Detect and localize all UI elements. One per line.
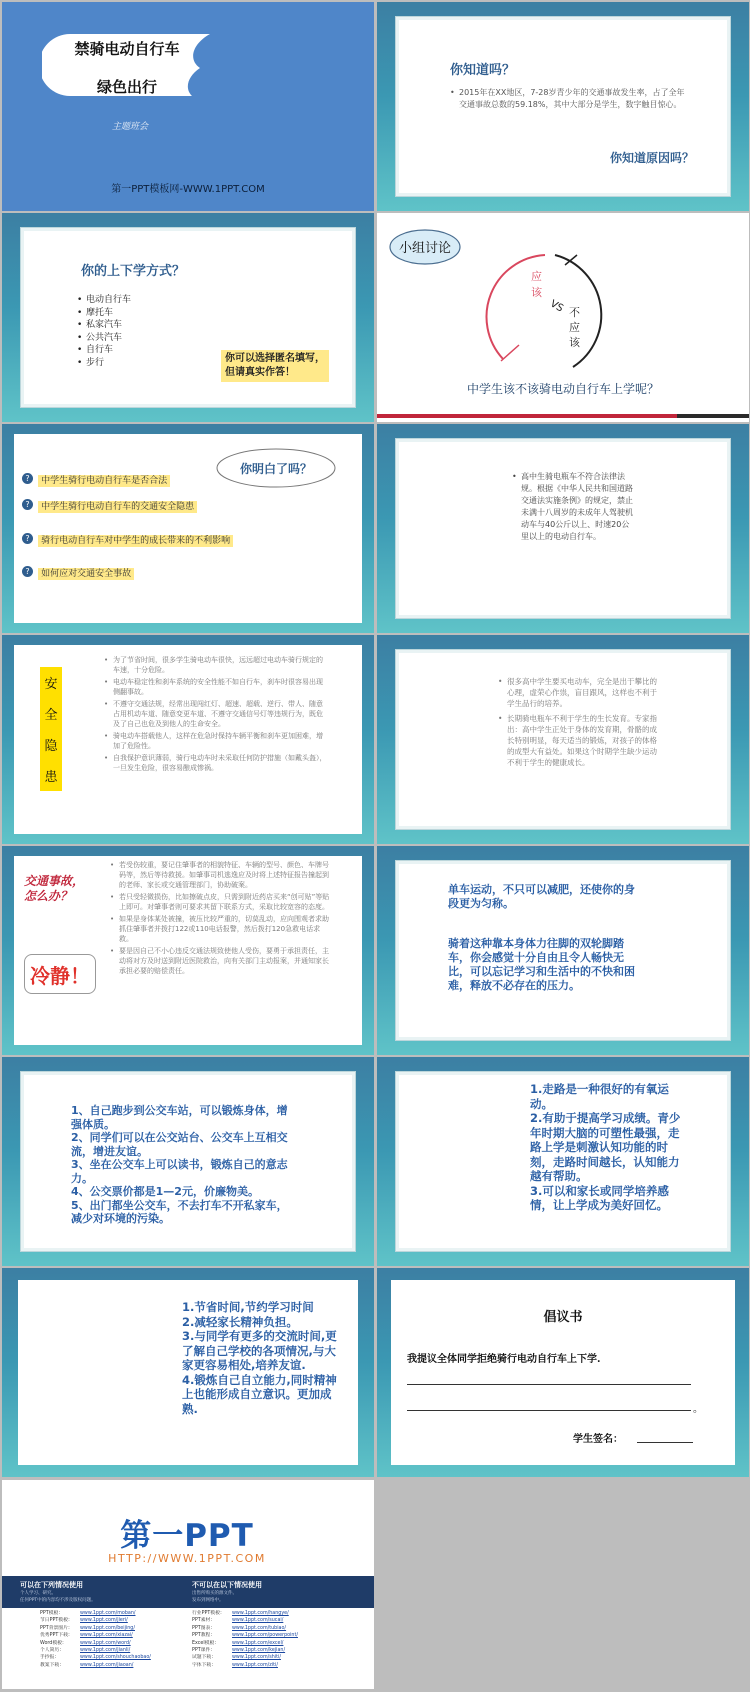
cycling-para-1: 单车运动，不只可以减肥，还使你的身段更为匀称。: [448, 883, 635, 910]
question-icon: ?: [22, 473, 33, 484]
stat-text: • 2015年在XX地区，7-28岁青少年的交通事故发生率，占了全年交通事故总数的59.18%，其中大部分是学生，数字触目惊心。: [450, 87, 690, 111]
walking-benefits: [530, 1082, 682, 1213]
advice-item: • 要是因自己不小心违反交通法规致使他人受伤，要勇于承担责任，主动将对方及时送到附近医院救治，向有关部门主动报案，并通知家长承担必要的赔偿责任。: [110, 946, 332, 976]
slide-15[interactable]: [2, 1480, 374, 1689]
link-row[interactable]: PPT图表： www.1ppt.com/tubiao/: [192, 1625, 287, 1631]
slide-11[interactable]: [2, 1057, 374, 1266]
law-text: • 高中生骑电瓶车不符合法律法规。根据《中华人民共和国道路交通法实施条例》的规定，禁止未满十八周岁的未成年人驾驶机动车与40公斤以上、时速20公里以上的电动自行车。: [512, 471, 634, 543]
topic-text: 中学生骑行电动自行车的交通安全隐患: [38, 501, 197, 513]
vs-circle: [473, 249, 623, 379]
calm-text: 冷静！: [30, 964, 90, 988]
summary-benefits: [182, 1300, 346, 1416]
slide-12[interactable]: [377, 1057, 749, 1266]
slide-10[interactable]: [377, 846, 749, 1055]
cannot-list: [192, 1590, 237, 1604]
cloud-label: 你明白了吗？: [239, 462, 312, 476]
link-row[interactable]: 个人简历： www.1ppt.com/jianli/: [40, 1648, 131, 1654]
side-char: 安: [44, 677, 58, 692]
summary-line: 2.减轻家长精神负担。: [182, 1314, 298, 1329]
link-row[interactable]: PPT背景图片： www.1ppt.com/beijing/: [40, 1625, 135, 1631]
list-item: • 步行: [77, 357, 131, 370]
slide-4[interactable]: [377, 213, 749, 422]
list-item: • 公共汽车: [77, 332, 131, 345]
topic-item: [22, 494, 197, 513]
slide-2[interactable]: [377, 2, 749, 211]
bus-line: 1、自己跑步到公交车站，可以锻炼身体，增强体质。: [71, 1104, 288, 1131]
topic-text: 中学生骑行电动自行车是否合法: [38, 475, 170, 487]
link-row[interactable]: 字体下载： www.1ppt.com/ziti/: [192, 1662, 278, 1668]
cloud-label: 小组讨论: [398, 241, 451, 256]
slide-9[interactable]: [2, 846, 374, 1055]
advice-item: • 若受伤较重，要记住肇事者的相貌特征、车辆的型号、颜色、车牌号码等，然后等待救援。如肇事司机逃逸应及时将上述特征报告撞起到的老师、家长或交通管理部门，协助破案。: [110, 860, 332, 890]
blank-line: [407, 1410, 691, 1411]
slide-13[interactable]: [2, 1268, 374, 1477]
side-char: 隐: [44, 739, 58, 754]
cycling-para-2: 骑着这种靠本身体力往脚的双轮脚踏车，你会感觉十分自由且令人畅快无比，可以忘记学习和生活中的不快和困难，释放不必存在的压力。: [448, 937, 635, 992]
link-row[interactable]: 优秀PPT下载： www.1ppt.com/xiazai/: [40, 1633, 133, 1639]
slide-3[interactable]: [2, 213, 374, 422]
effect-item: • 长期骑电瓶车不利于学生的生长发育。专家指出：高中学生正处于身体的发育期，骨骼的成长特别明显，每天适当的锻炼，对孩子的体格的成型大有益处。如果这个时期学生缺少运动不利于学生的健康成长。: [498, 713, 658, 768]
slide-title: 你的上下学方式？: [81, 264, 186, 279]
question-text: 你知道原因吗？: [609, 151, 694, 165]
vs-label: VS: [548, 298, 566, 315]
title-line-2: 绿色出行: [96, 78, 157, 96]
link-row[interactable]: PPT模板： www.1ppt.com/moban/: [40, 1611, 136, 1616]
subtitle: 主题班会: [112, 122, 149, 132]
list-item: • 摩托车: [77, 307, 131, 320]
proposal-title: 倡议书: [543, 1310, 583, 1325]
link-row[interactable]: PPT课件： www.1ppt.com/kejian/: [192, 1648, 286, 1654]
red-bar: [377, 414, 677, 418]
slide-6[interactable]: [377, 424, 749, 633]
cannot-title: 不可以在以下情况使用: [192, 1581, 262, 1589]
slide-14[interactable]: [377, 1268, 749, 1477]
link-row[interactable]: 教案下载： www.1ppt.com/jiaoan/: [40, 1662, 134, 1668]
bus-line: 2、同学们可以在公交站台、公交车上互相交流，增进友谊。: [71, 1131, 288, 1158]
slide-8[interactable]: [377, 635, 749, 844]
bus-line: 3、坐在公交车上可以读书，锻炼自己的意志力。: [71, 1158, 288, 1185]
proposal-period: 。: [693, 1404, 703, 1415]
can-item: 任何PPT中的内容均不涉及版权问题。: [20, 1598, 96, 1603]
can-list: [20, 1590, 96, 1604]
question-text: 中学生该不该骑电动自行车上学呢？: [466, 382, 659, 396]
risk-item: • 不遵守交通法规，经常出现闯红灯、超速、超载、逆行、带人、随意占用机动车道、随意变更车道、不遵守交通信号灯等违规行为，既危及了自己也危及到他人的生命安全。: [104, 699, 328, 729]
side-banner-text: [40, 669, 62, 793]
link-row[interactable]: Word模板： www.1ppt.com/word/: [40, 1640, 131, 1646]
yes-label: 应该: [531, 270, 542, 299]
link-row[interactable]: 试题下载： www.1ppt.com/shiti/: [192, 1655, 281, 1661]
list-item: • 电动自行车: [77, 294, 131, 307]
link-row[interactable]: Excel模板： www.1ppt.com/excel/: [192, 1640, 284, 1646]
summary-line: 3.与同学有更多的交流时间,更了解自己学校的各项情况,与大家更容易相处,培养友谊.: [182, 1329, 337, 1372]
walk-line: 1.走路是一种很好的有氧运动。: [530, 1082, 669, 1111]
list-item: • 私家汽车: [77, 319, 131, 332]
list-item: • 自行车: [77, 344, 131, 357]
link-row[interactable]: PPT素材： www.1ppt.com/sucai/: [192, 1618, 284, 1624]
topic-item: [22, 468, 170, 487]
footer-panel: [2, 1576, 374, 1689]
risk-item: • 骑电动车搭载他人，这样在危急时保持车辆平衡和刹车更加困难，增加了危险性。: [104, 731, 328, 751]
footer-text: 第一PPT模板网-WWW.1PPT.COM: [111, 184, 265, 195]
topic-item: [22, 528, 233, 547]
cannot-item: 发布到网络中。: [192, 1598, 224, 1603]
dark-bar: [677, 414, 749, 418]
summary-line: 1.节省时间,节约学习时间: [182, 1300, 314, 1314]
link-row[interactable]: 手抄报： www.1ppt.com/shouchaobao/: [40, 1655, 151, 1661]
risk-item: • 电动车稳定性和刹车系统的安全性能不如自行车，刹车时很容易出现侧翻事故。: [104, 677, 328, 697]
blank-line: [407, 1384, 691, 1385]
risk-item: • 自我保护意识薄弱，骑行电动车时未采取任何防护措施（如戴头盔），一旦发生危险，很容易酿成惨祸。: [104, 753, 328, 773]
question-icon: ?: [22, 566, 33, 577]
side-char: 全: [44, 708, 58, 723]
risk-item: • 为了节省时间，很多学生骑电动车很快，远远超过电动车骑行规定的车速，十分危险。: [104, 655, 328, 675]
note-box: 你可以选择匿名填写，但请真实作答！: [221, 350, 329, 382]
slide-1[interactable]: [2, 2, 374, 211]
slide-7[interactable]: [2, 635, 374, 844]
link-row[interactable]: PPT教程： www.1ppt.com/powerpoint/: [192, 1633, 298, 1639]
slide-5[interactable]: [2, 424, 374, 633]
slide-title: 你知道吗？: [450, 63, 516, 78]
can-item: 个人学习、研究。: [20, 1591, 56, 1596]
bus-line: 5、出门都坐公交车，不去打车不开私家车，减少对环境的污染。: [71, 1198, 288, 1225]
effect-item: • 很多高中学生要买电动车，完全是出于攀比的心理，虚荣心作祟，盲目跟风，这样也不利于学生品行的培养。: [498, 676, 658, 709]
topic-text: 如何应对交通安全事故: [38, 568, 134, 580]
advice-item: • 如果是身体某处被撞，被压比较严重的，切莫乱动，应向围观者求助抓住肇事者并拨打122或110电话报警，然后拨打120急救电话求救。: [110, 914, 332, 944]
proposal-text: 我提议全体同学拒绝骑行电动自行车上下学.: [407, 1354, 601, 1365]
topic-text: 骑行电动自行车对中学生的成长带来的不利影响: [38, 535, 233, 547]
signature-label: 学生签名：: [573, 1434, 623, 1445]
links-area: [2, 1608, 374, 1689]
bus-benefits: [71, 1104, 297, 1226]
links-right: [192, 1610, 298, 1669]
signature-line[interactable]: [637, 1442, 693, 1443]
advice-item: • 若只受轻微损伤，比如擦破点皮，只需到附近药店买来“创可贴”等贴上即可。对肇事者则可要求其留下联系方式，采取比较宽容的态度。: [110, 892, 332, 912]
links-left: [40, 1610, 151, 1669]
question-icon: ?: [22, 499, 33, 510]
question-icon: ?: [22, 533, 33, 544]
cannot-item: 出售所购买的源文件。: [192, 1591, 237, 1596]
walk-line: 3.可以和家长或同学培养感情，让上学成为美好回忆。: [530, 1183, 669, 1212]
side-char: 患: [44, 770, 58, 785]
title-line-1: 禁骑电动自行车: [74, 40, 180, 58]
accident-title: 交通事故，怎么办？: [24, 874, 85, 903]
can-title: 可以在下列情况使用: [20, 1581, 83, 1589]
link-row[interactable]: 行业PPT模板： www.1ppt.com/hangye/: [192, 1611, 289, 1616]
link-row[interactable]: 节日PPT模板： www.1ppt.com/jieri/: [40, 1618, 128, 1624]
topic-item: [22, 561, 134, 580]
brand-url[interactable]: HTTP://WWW.1PPT.COM: [108, 1552, 266, 1565]
no-label: 不应该: [569, 306, 580, 349]
walk-line: 2.有助于提高学习成绩。青少年时期大脑的可塑性最强，走路上学是刺激认知功能的时刻，走路时间越长，认知能力越有帮助。: [530, 1111, 681, 1183]
brand-logo: 第一PPT: [120, 1518, 254, 1554]
bus-line: 4、公交票价都是1—2元，价廉物美。: [71, 1185, 259, 1198]
summary-line: 4.锻炼自己自立能力,同时精神上也能形成自立意识。更加成熟.: [182, 1372, 337, 1416]
